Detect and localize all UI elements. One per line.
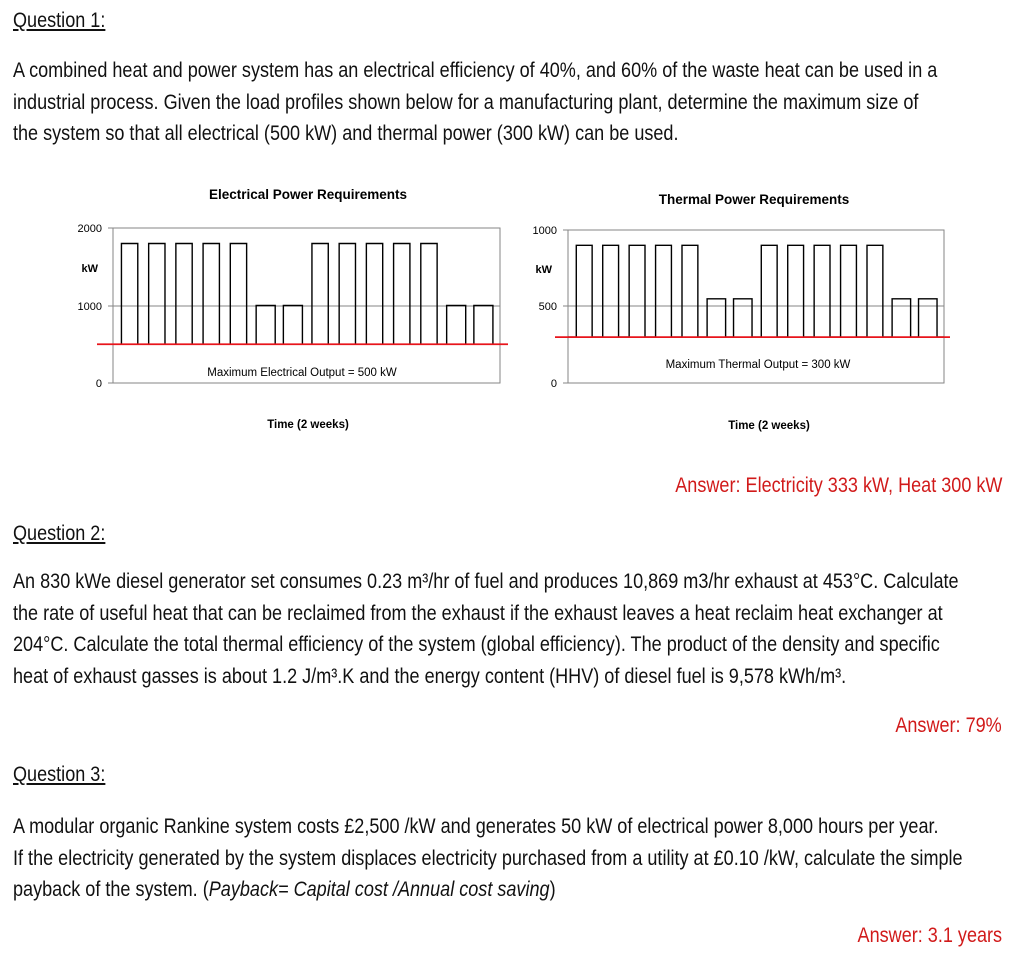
question-2-heading: Question 2: — [13, 522, 106, 545]
question-2-answer: Answer: 79% — [895, 714, 1002, 737]
charts-svg — [0, 0, 1024, 460]
question-1-line: A combined heat and power system has an electrical efficiency of 40%, and 60% of the waste heat can be used in a — [13, 59, 938, 82]
y-tick-label: 2000 — [77, 223, 102, 235]
y-tick-label: 0 — [95, 378, 102, 390]
question-3-line — [13, 874, 1006, 906]
question-1-line: industrial process. Given the load profiles shown below for a manufacturing plant, determine the maximum size of — [13, 90, 919, 114]
question-3-plain-text: ) — [549, 878, 556, 901]
maximum-output-annotation: Maximum Electrical Output = 500 kW — [207, 367, 397, 379]
y-axis-unit: kW — [535, 264, 552, 276]
question-2-line: the rate of useful heat that can be reclaimed from the exhaust if the exhaust leaves a heat reclaim heat exchanger at — [13, 601, 943, 625]
question-2-line: An 830 kWe diesel generator set consumes 0.23 m³/hr of fuel and produces 10,869 m3/hr exhaust at 453°C. Calculate — [13, 570, 959, 593]
question-1-heading: Question 1: — [13, 9, 106, 32]
y-tick-label: 500 — [538, 301, 557, 313]
y-tick-label: 1000 — [532, 225, 557, 237]
y-tick-label: 0 — [550, 378, 557, 390]
electrical-power-chart — [78, 187, 508, 431]
thermal-load-line — [568, 245, 944, 337]
maximum-output-annotation: Maximum Thermal Output = 300 kW — [665, 359, 851, 371]
x-axis-label: Time (2 weeks) — [728, 420, 810, 432]
question-2-line: heat of exhaust gasses is about 1.2 J/m³.K and the energy content (HHV) of diesel fuel is 9,578 kWh/m³. — [13, 664, 847, 688]
chart-title: Thermal Power Requirements — [658, 192, 850, 207]
question-3-heading: Question 3: — [13, 763, 106, 786]
y-tick-label: 1000 — [77, 301, 102, 313]
payback-formula: Payback= Capital cost /Annual cost saving — [208, 878, 550, 901]
question-3-plain-text: payback of the system. ( — [13, 878, 209, 901]
question-3-text — [13, 811, 1006, 906]
chart-title: Electrical Power Requirements — [208, 187, 408, 202]
question-2-line: 204°C. Calculate the total thermal efficiency of the system (global efficiency). The product of the density and specific — [13, 633, 940, 656]
question-3-line: If the electricity generated by the system displaces electricity purchased from a utility at £0.10 /kW, calculate the simple — [13, 846, 963, 870]
question-1-answer: Answer: Electricity 333 kW, Heat 300 kW — [674, 474, 1002, 497]
question-2-text — [13, 566, 1006, 692]
electrical-load-line — [113, 244, 500, 345]
y-axis-unit: kW — [81, 263, 98, 275]
x-axis-label: Time (2 weeks) — [267, 419, 349, 431]
question-1-line: the system so that all electrical (500 kW) and thermal power (300 kW) can be used. — [13, 122, 679, 145]
question-3-line: A modular organic Rankine system costs £2,500 /kW and generates 50 kW of electrical power 8,000 hours per year. — [13, 815, 939, 838]
thermal-power-chart — [533, 192, 950, 432]
question-3-answer: Answer: 3.1 years — [857, 924, 1002, 947]
